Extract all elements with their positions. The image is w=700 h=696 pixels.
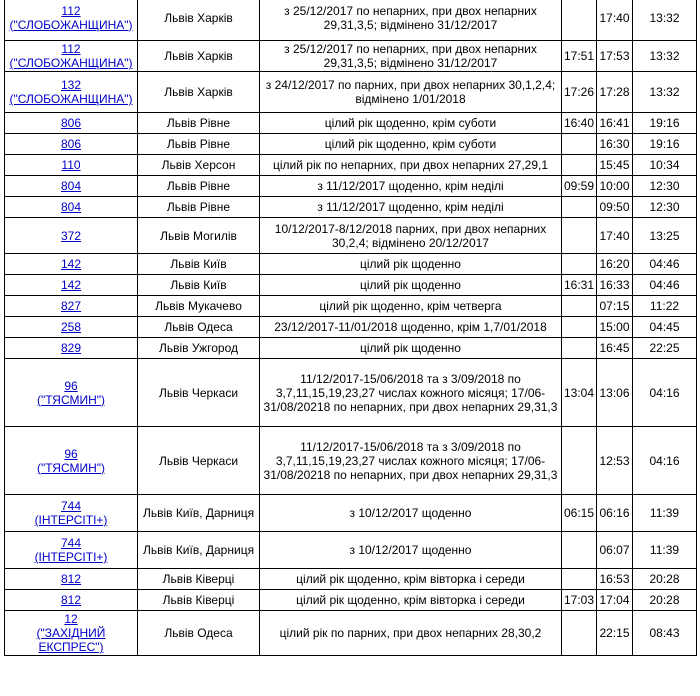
route-cell: Львів Рівне [138,113,260,134]
departure-time-cell: 10:00 [597,176,633,197]
schedule-cell: 10/12/2017-8/12/2018 парних, при двох непарних 30,2,4; відмінено 20/12/2017 [260,218,562,254]
departure-time-cell: 16:30 [597,134,633,155]
train-number-cell [5,338,138,359]
arrival-time-cell [562,296,597,317]
train-number-cell [5,359,138,427]
destination-time-cell: 11:39 [633,532,697,569]
train-number-cell [5,176,138,197]
route-cell: Львів Херсон [138,155,260,176]
train-link[interactable] [61,320,81,334]
table-row [5,113,697,134]
train-number: 112 [61,42,81,56]
destination-time-cell: 04:45 [633,317,697,338]
table-row [5,275,697,296]
destination-time-cell: 13:25 [633,218,697,254]
schedule-cell: цілий рік щоденно, крім четверга [260,296,562,317]
train-name: ("ТЯСМИН") [36,460,106,475]
train-number-cell [5,275,138,296]
train-link[interactable] [61,158,80,172]
schedule-cell: цілий рік щоденно, крім вівторка і середи [260,569,562,590]
train-number-cell [5,197,138,218]
schedule-cell: цілий рік щоденно [260,275,562,296]
train-number: 827 [60,299,82,313]
train-number: 258 [60,320,82,334]
train-link[interactable] [9,78,132,106]
train-name: (ІНТЕРСІТІ+) [34,513,108,527]
departure-time-cell: 22:15 [597,611,633,656]
destination-time-cell: 13:32 [633,72,697,113]
train-number: 804 [60,200,82,214]
schedule-cell: з 24/12/2017 по парних, при двох непарних 30,1,2,4; відмінено 1/01/2018 [260,72,562,113]
destination-time-cell: 13:32 [633,41,697,72]
departure-time-cell: 16:41 [597,113,633,134]
departure-time-cell: 09:50 [597,197,633,218]
schedule-cell: цілий рік щоденно, крім вівторка і середи [260,590,562,611]
table-row [5,569,697,590]
route-cell: Львів Київ, Дарниця [138,532,260,569]
train-number-cell [5,569,138,590]
train-number-cell [5,72,138,113]
route-cell: Львів Ківерці [138,590,260,611]
train-name: (ІНТЕРСІТІ+) [34,550,108,564]
departure-time-cell: 06:16 [597,495,633,532]
route-cell: Львів Київ [138,275,260,296]
train-link[interactable] [61,116,81,130]
train-link[interactable] [37,447,105,475]
train-number: 744 [60,499,82,513]
train-link[interactable] [61,341,81,355]
schedule-cell: цілий рік щоденно [260,254,562,275]
train-number: 806 [60,137,82,151]
route-cell: Львів Ужгород [138,338,260,359]
arrival-time-cell [562,338,597,359]
train-name: ("ЗАХІДНИЙ ЕКСПРЕС") [36,626,106,654]
schedule-cell: цілий рік по парних, при двох непарних 28,30,2 [260,611,562,656]
route-cell: Львів Ківерці [138,569,260,590]
arrival-time-cell: 17:03 [562,590,597,611]
train-number: 372 [60,228,82,243]
train-number-cell [5,317,138,338]
train-link[interactable] [61,229,81,243]
train-number-cell [5,427,138,495]
train-link[interactable] [61,257,81,271]
train-number: 110 [61,158,81,172]
table-row [5,611,697,656]
train-name: ("СЛОБОЖАНЩИНА") [9,17,133,32]
train-number: 142 [60,257,82,271]
train-number: 804 [60,179,82,193]
route-cell: Львів Харків [138,41,260,72]
schedule-cell: 11/12/2017-15/06/2018 та з 3/09/2018 по 3,7,11,15,19,23,27 числах кожного місяця; 17/06-31/08/20218 по непарних, при двох непарних 29,31,3 [260,427,562,495]
departure-time-cell: 06:07 [597,532,633,569]
arrival-time-cell [562,197,597,218]
departure-time-cell: 13:06 [597,359,633,427]
arrival-time-cell [562,254,597,275]
train-name: ("СЛОБОЖАНЩИНА") [9,56,133,70]
train-number-cell [5,296,138,317]
train-number-cell [5,0,138,41]
arrival-time-cell: 06:15 [562,495,597,532]
train-number: 812 [60,572,82,586]
train-number-cell [5,113,138,134]
arrival-time-cell [562,427,597,495]
train-link[interactable] [9,42,132,70]
departure-time-cell: 17:04 [597,590,633,611]
destination-time-cell: 20:28 [633,569,697,590]
train-number: 112 [61,3,81,18]
route-cell: Львів Харків [138,0,260,41]
arrival-time-cell [562,134,597,155]
table-row [5,590,697,611]
table-row [5,495,697,532]
table-row [5,254,697,275]
destination-time-cell: 08:43 [633,611,697,656]
schedule-cell: цілий рік щоденно, крім суботи [260,113,562,134]
table-row [5,532,697,569]
schedule-body [5,0,697,656]
departure-time-cell: 16:45 [597,338,633,359]
train-link[interactable] [61,179,81,193]
train-schedule-table [4,0,697,656]
train-number-cell [5,218,138,254]
table-row [5,197,697,218]
departure-time-cell: 15:45 [597,155,633,176]
destination-time-cell: 19:16 [633,134,697,155]
train-name: ("ТЯСМИН") [36,392,106,407]
train-number: 96 [64,446,78,461]
route-cell: Львів Рівне [138,134,260,155]
schedule-cell: цілий рік щоденно, крім суботи [260,134,562,155]
arrival-time-cell: 13:04 [562,359,597,427]
departure-time-cell: 16:20 [597,254,633,275]
train-link[interactable] [61,572,81,586]
arrival-time-cell [562,0,597,41]
destination-time-cell: 04:46 [633,275,697,296]
train-number: 12 [64,612,78,626]
route-cell: Львів Харків [138,72,260,113]
table-row [5,359,697,427]
departure-time-cell: 07:15 [597,296,633,317]
destination-time-cell: 04:46 [633,254,697,275]
train-link[interactable] [61,278,81,292]
departure-time-cell: 15:00 [597,317,633,338]
arrival-time-cell [562,611,597,656]
arrival-time-cell: 16:40 [562,113,597,134]
schedule-cell: 23/12/2017-11/01/2018 щоденно, крім 1,7/01/2018 [260,317,562,338]
table-row [5,427,697,495]
train-number: 96 [64,378,78,393]
arrival-time-cell: 17:51 [562,41,597,72]
departure-time-cell: 17:28 [597,72,633,113]
arrival-time-cell [562,569,597,590]
train-number: 812 [60,593,82,607]
route-cell: Львів Київ, Дарниця [138,495,260,532]
table-row [5,338,697,359]
departure-time-cell: 17:40 [597,0,633,41]
destination-time-cell: 12:30 [633,176,697,197]
train-link[interactable] [61,137,81,151]
schedule-cell: 11/12/2017-15/06/2018 та з 3/09/2018 по 3,7,11,15,19,23,27 числах кожного місяця; 17/06-31/08/20218 по непарних, при двох непарних 29,31,3 [260,359,562,427]
destination-time-cell: 20:28 [633,590,697,611]
departure-time-cell: 12:53 [597,427,633,495]
route-cell: Львів Київ [138,254,260,275]
route-cell: Львів Могилів [138,218,260,254]
destination-time-cell: 19:16 [633,113,697,134]
arrival-time-cell [562,218,597,254]
schedule-cell: з 11/12/2017 щоденно, крім неділі [260,197,562,218]
train-number-cell [5,134,138,155]
route-cell: Львів Мукачево [138,296,260,317]
route-cell: Львів Черкаси [138,359,260,427]
train-number-cell [5,590,138,611]
schedule-cell: цілий рік щоденно [260,338,562,359]
arrival-time-cell [562,317,597,338]
arrival-time-cell [562,155,597,176]
table-row [5,134,697,155]
table-row [5,176,697,197]
schedule-cell: з 10/12/2017 щоденно [260,495,562,532]
train-link[interactable] [35,536,108,564]
table-row [5,218,697,254]
route-cell: Львів Рівне [138,197,260,218]
train-number: 744 [60,536,82,550]
route-cell: Львів Рівне [138,176,260,197]
destination-time-cell: 22:25 [633,338,697,359]
train-link[interactable] [35,499,108,527]
route-cell: Львів Одеса [138,317,260,338]
train-number: 132 [60,78,82,92]
train-number-cell [5,532,138,569]
train-number-cell [5,41,138,72]
table-row [5,317,697,338]
departure-time-cell: 17:53 [597,41,633,72]
train-link[interactable] [37,612,106,654]
train-number-cell [5,155,138,176]
arrival-time-cell: 17:26 [562,72,597,113]
destination-time-cell: 10:34 [633,155,697,176]
train-number: 142 [60,278,82,292]
train-link[interactable] [9,4,132,32]
table-row [5,72,697,113]
schedule-cell: з 25/12/2017 по непарних, при двох непарних 29,31,3,5; відмінено 31/12/2017 [260,0,562,41]
destination-time-cell: 04:16 [633,427,697,495]
train-number: 806 [60,116,82,130]
train-link[interactable] [37,379,105,407]
schedule-cell: цілий рік по непарних, при двох непарних 27,29,1 [260,155,562,176]
route-cell: Львів Черкаси [138,427,260,495]
destination-time-cell: 11:39 [633,495,697,532]
table-row [5,0,697,41]
schedule-cell: з 25/12/2017 по непарних, при двох непарних 29,31,3,5; відмінено 31/12/2017 [260,41,562,72]
departure-time-cell: 16:53 [597,569,633,590]
train-link[interactable] [61,593,81,607]
arrival-time-cell [562,532,597,569]
departure-time-cell: 16:33 [597,275,633,296]
arrival-time-cell: 09:59 [562,176,597,197]
train-link[interactable] [61,299,81,313]
destination-time-cell: 13:32 [633,0,697,41]
schedule-cell: з 11/12/2017 щоденно, крім неділі [260,176,562,197]
train-name: ("СЛОБОЖАНЩИНА") [9,92,133,106]
destination-time-cell: 11:22 [633,296,697,317]
schedule-cell: з 10/12/2017 щоденно [260,532,562,569]
route-cell: Львів Одеса [138,611,260,656]
train-number: 829 [60,341,82,355]
arrival-time-cell: 16:31 [562,275,597,296]
train-link[interactable] [61,200,81,214]
table-row [5,41,697,72]
destination-time-cell: 04:16 [633,359,697,427]
destination-time-cell: 12:30 [633,197,697,218]
table-row [5,155,697,176]
train-number-cell [5,611,138,656]
train-number-cell [5,254,138,275]
table-row [5,296,697,317]
train-number-cell [5,495,138,532]
departure-time-cell: 17:40 [597,218,633,254]
